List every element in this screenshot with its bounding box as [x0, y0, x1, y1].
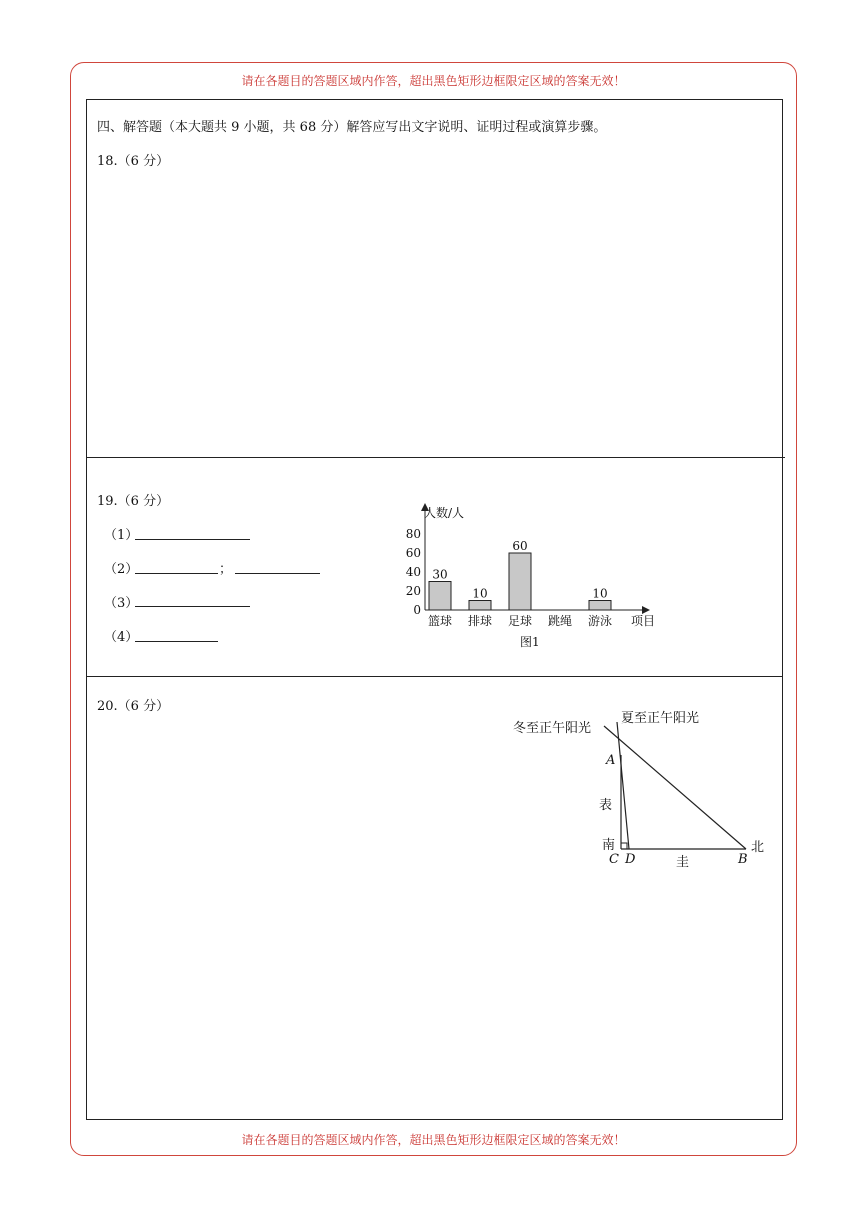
point-a-label: A — [606, 753, 616, 768]
south-label: 南 — [602, 838, 616, 853]
y-axis-label: 人数/人 — [424, 506, 465, 520]
gnomon-figure — [505, 700, 775, 875]
category-label: 游泳 — [587, 614, 613, 628]
bottom-warning-text: 请在各题目的答题区域内作答，超出黑色矩形边框限定区域的答案无效！ — [241, 1133, 626, 1147]
q19-blank-label-4: （4） — [104, 630, 139, 645]
point-c-label: C — [609, 852, 619, 867]
q19-answer-blank-2b[interactable] — [235, 573, 320, 574]
north-label: 北 — [751, 840, 765, 855]
q19-label: 19.（6 分） — [97, 494, 170, 509]
summer-sunlight-ray — [617, 722, 629, 849]
category-label: 跳绳 — [547, 614, 573, 628]
winter-sunlight-ray — [604, 726, 746, 849]
q19-blank-label-3: （3） — [104, 596, 139, 611]
y-tick-label: 20 — [405, 584, 421, 598]
section-header: 四、解答题（本大题共 9 小题，共 68 分）解答应写出文字说明、证明过程或演算步骤。 — [97, 120, 607, 135]
top-warning-text: 请在各题目的答题区域内作答，超出黑色矩形边框限定区域的答案无效！ — [241, 74, 626, 88]
q19-answer-blank-3[interactable] — [135, 606, 250, 607]
q18-label: 18.（6 分） — [97, 154, 170, 169]
divider-q18-q19 — [86, 457, 785, 458]
point-b-label: B — [738, 852, 748, 867]
x-axis-label: 项目 — [631, 614, 656, 628]
q20-answer-area[interactable] — [87, 720, 537, 1118]
bar-value-label: 30 — [432, 567, 448, 582]
q18-answer-area[interactable] — [87, 175, 782, 455]
bar-value-label: 60 — [512, 539, 528, 553]
q19-answer-blank-2a[interactable] — [135, 573, 218, 574]
point-d-label: D — [625, 852, 636, 867]
bar-2 — [509, 553, 531, 610]
category-label: 排球 — [467, 614, 493, 628]
q19-answer-blank-1[interactable] — [135, 539, 250, 540]
q19-answer-blank-4[interactable] — [135, 641, 218, 642]
chart-caption: 图1 — [520, 635, 540, 649]
divider-q19-q20 — [86, 676, 783, 677]
q20-label: 20.（6 分） — [97, 699, 170, 714]
summer-sunlight-label: 夏至正午阳光 — [621, 711, 700, 726]
y-tick-label: 60 — [405, 546, 421, 560]
y-tick-label: 40 — [405, 565, 421, 579]
y-tick-label: 0 — [413, 603, 421, 617]
q19-separator: ； — [219, 562, 233, 577]
q19-blank-label-1: （1） — [104, 528, 139, 543]
right-angle-mark — [621, 843, 627, 849]
bar-value-label: 10 — [592, 586, 608, 601]
y-tick-label: 80 — [405, 527, 421, 541]
bar-4 — [589, 601, 611, 611]
sports-bar-chart — [400, 500, 670, 655]
bar-value-label: 10 — [472, 586, 488, 601]
biao-label: 表 — [599, 798, 613, 813]
winter-sunlight-label: 冬至正午阳光 — [513, 721, 592, 736]
gui-label: 圭 — [676, 855, 690, 870]
q19-blank-label-2: （2） — [104, 562, 139, 577]
category-label: 足球 — [507, 614, 533, 628]
bar-0 — [429, 582, 451, 611]
category-label: 篮球 — [427, 614, 453, 628]
bar-1 — [469, 601, 491, 611]
